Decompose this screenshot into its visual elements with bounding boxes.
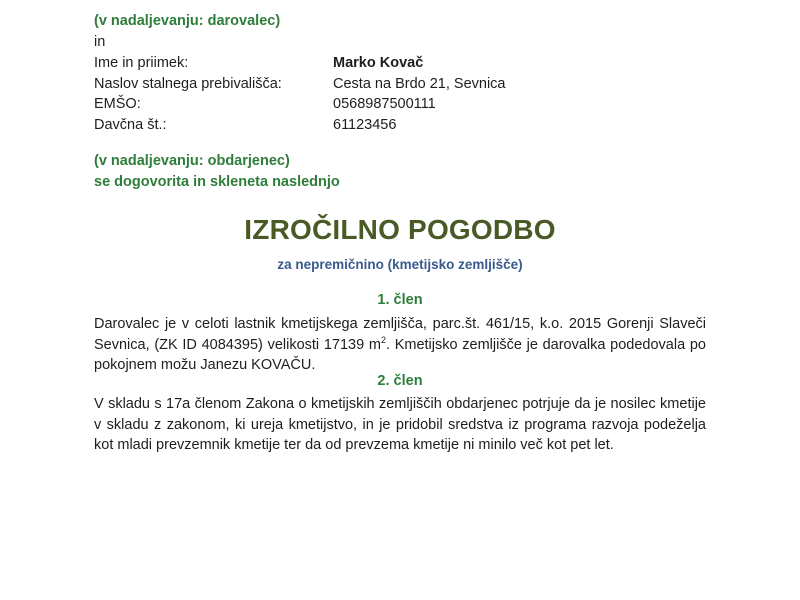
document-subtitle: za nepremičnino (kmetijsko zemljišče) <box>277 257 523 272</box>
article-1-text-rest: . Kmetijsko zemljišče je darovalka podedovala po pokojnem možu Janezu KOVAČU. <box>94 336 706 373</box>
article-2-text: V skladu s 17a členom Zakona o kmetijskih zemljiščih obdarjenec potrjuje da je nosilec kmetije v skladu z zakonom, ki ureja kmetijstvo, in je pridobil sredstva iz programa razvoja podeželja kot mladi prevzemnik kmetije ter da od prevzema kmetije ni minilo več kot pet let. <box>94 396 706 453</box>
donor-tag: (v nadaljevanju: darovalec) <box>94 13 281 29</box>
recipient-tag: (v nadaljevanju: obdarjenec) <box>94 153 290 169</box>
article-1-text <box>94 314 706 376</box>
document-title: IZROČILNO POGODBO <box>244 214 556 245</box>
field-value-name: Marko Kovač <box>333 55 424 71</box>
area-unit-superscript: 2 <box>380 334 386 345</box>
field-label-address: Naslov stalnega prebivališča: <box>94 76 282 92</box>
article-1-text-main: Darovalec je v celoti lastnik kmetijskega zemljišča, parc.št. 461/15, k.o. 2015 Gorenji Slaveči Sevnica, (ZK ID 4084395) velikosti 17139 m <box>94 316 706 353</box>
field-label-emso: EMŠO: <box>94 96 141 112</box>
article-2-heading: 2. člen <box>377 373 423 389</box>
article-1-heading: 1. člen <box>377 292 423 308</box>
field-value-tax: 61123456 <box>333 117 397 133</box>
field-value-emso: 0568987500111 <box>333 96 436 112</box>
agreement-line: se dogovorita in skleneta naslednjo <box>94 174 340 190</box>
and-word: in <box>94 34 106 50</box>
field-label-name: Ime in priimek: <box>94 55 189 71</box>
field-label-tax: Davčna št.: <box>94 117 167 133</box>
field-value-address: Cesta na Brdo 21, Sevnica <box>333 76 506 92</box>
